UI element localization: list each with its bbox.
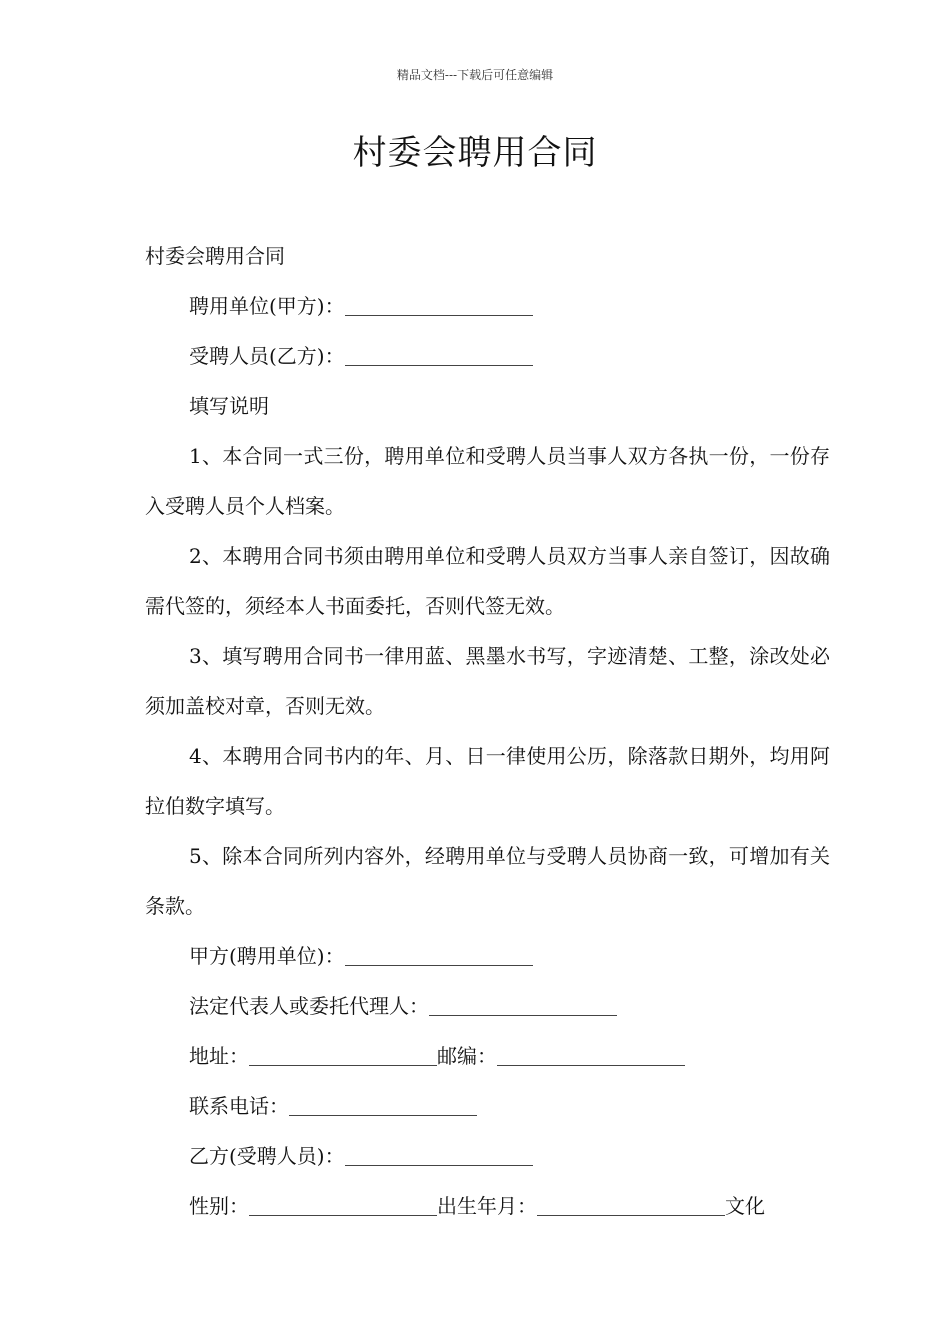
gender-label: 性别：: [189, 1194, 249, 1218]
instruction-item: 2、本聘用合同书须由聘用单位和受聘人员双方当事人亲自签订，因故确需代签的，须经本人书面委托，否则代签无效。: [145, 544, 830, 618]
party-b-label: 乙方(受聘人员)：: [189, 1144, 345, 1168]
party-a-row: [145, 931, 830, 981]
instruction-item: 4、本聘用合同书内的年、月、日一律使用公历，除落款日期外，均用阿拉伯数字填写。: [145, 744, 830, 818]
document-body: [145, 231, 830, 1231]
representative-label: 法定代表人或委托代理人：: [189, 994, 429, 1018]
subtitle: 村委会聘用合同: [145, 244, 285, 268]
instruction-item: 3、填写聘用合同书一律用蓝、黑墨水书写，字迹清楚、工整，涂改处必须加盖校对章，否则无效。: [145, 644, 830, 718]
gender-blank[interactable]: [249, 1195, 437, 1216]
instruction-item: 5、除本合同所列内容外，经聘用单位与受聘人员协商一致，可增加有关条款。: [145, 844, 830, 918]
party-a-label: 甲方(聘用单位)：: [189, 944, 345, 968]
employer-field-row: [145, 281, 830, 331]
party-b-blank[interactable]: [345, 1145, 533, 1166]
header-note: 精品文档---下载后可任意编辑: [396, 68, 554, 82]
instructions-heading: 填写说明: [189, 394, 269, 418]
employee-label: 受聘人员(乙方)：: [189, 344, 345, 368]
party-a-blank[interactable]: [345, 945, 533, 966]
postcode-blank[interactable]: [497, 1045, 685, 1066]
representative-blank[interactable]: [429, 995, 617, 1016]
phone-label: 联系电话：: [189, 1094, 289, 1118]
education-label: 文化: [725, 1194, 765, 1218]
address-blank[interactable]: [249, 1045, 437, 1066]
address-row: [145, 1031, 830, 1081]
birth-label: 出生年月：: [437, 1194, 537, 1218]
employer-label: 聘用单位(甲方)：: [189, 294, 345, 318]
party-b-row: [145, 1131, 830, 1181]
phone-blank[interactable]: [289, 1095, 477, 1116]
postcode-label: 邮编：: [437, 1044, 497, 1068]
personal-info-row: [145, 1181, 830, 1231]
employer-blank[interactable]: [345, 295, 533, 316]
employee-blank[interactable]: [345, 345, 533, 366]
instruction-item: 1、本合同一式三份，聘用单位和受聘人员当事人双方各执一份，一份存入受聘人员个人档案。: [145, 444, 830, 518]
document-title: 村委会聘用合同: [352, 133, 598, 173]
birth-blank[interactable]: [537, 1195, 725, 1216]
employee-field-row: [145, 331, 830, 381]
phone-row: [145, 1081, 830, 1131]
address-label: 地址：: [189, 1044, 249, 1068]
representative-row: [145, 981, 830, 1031]
